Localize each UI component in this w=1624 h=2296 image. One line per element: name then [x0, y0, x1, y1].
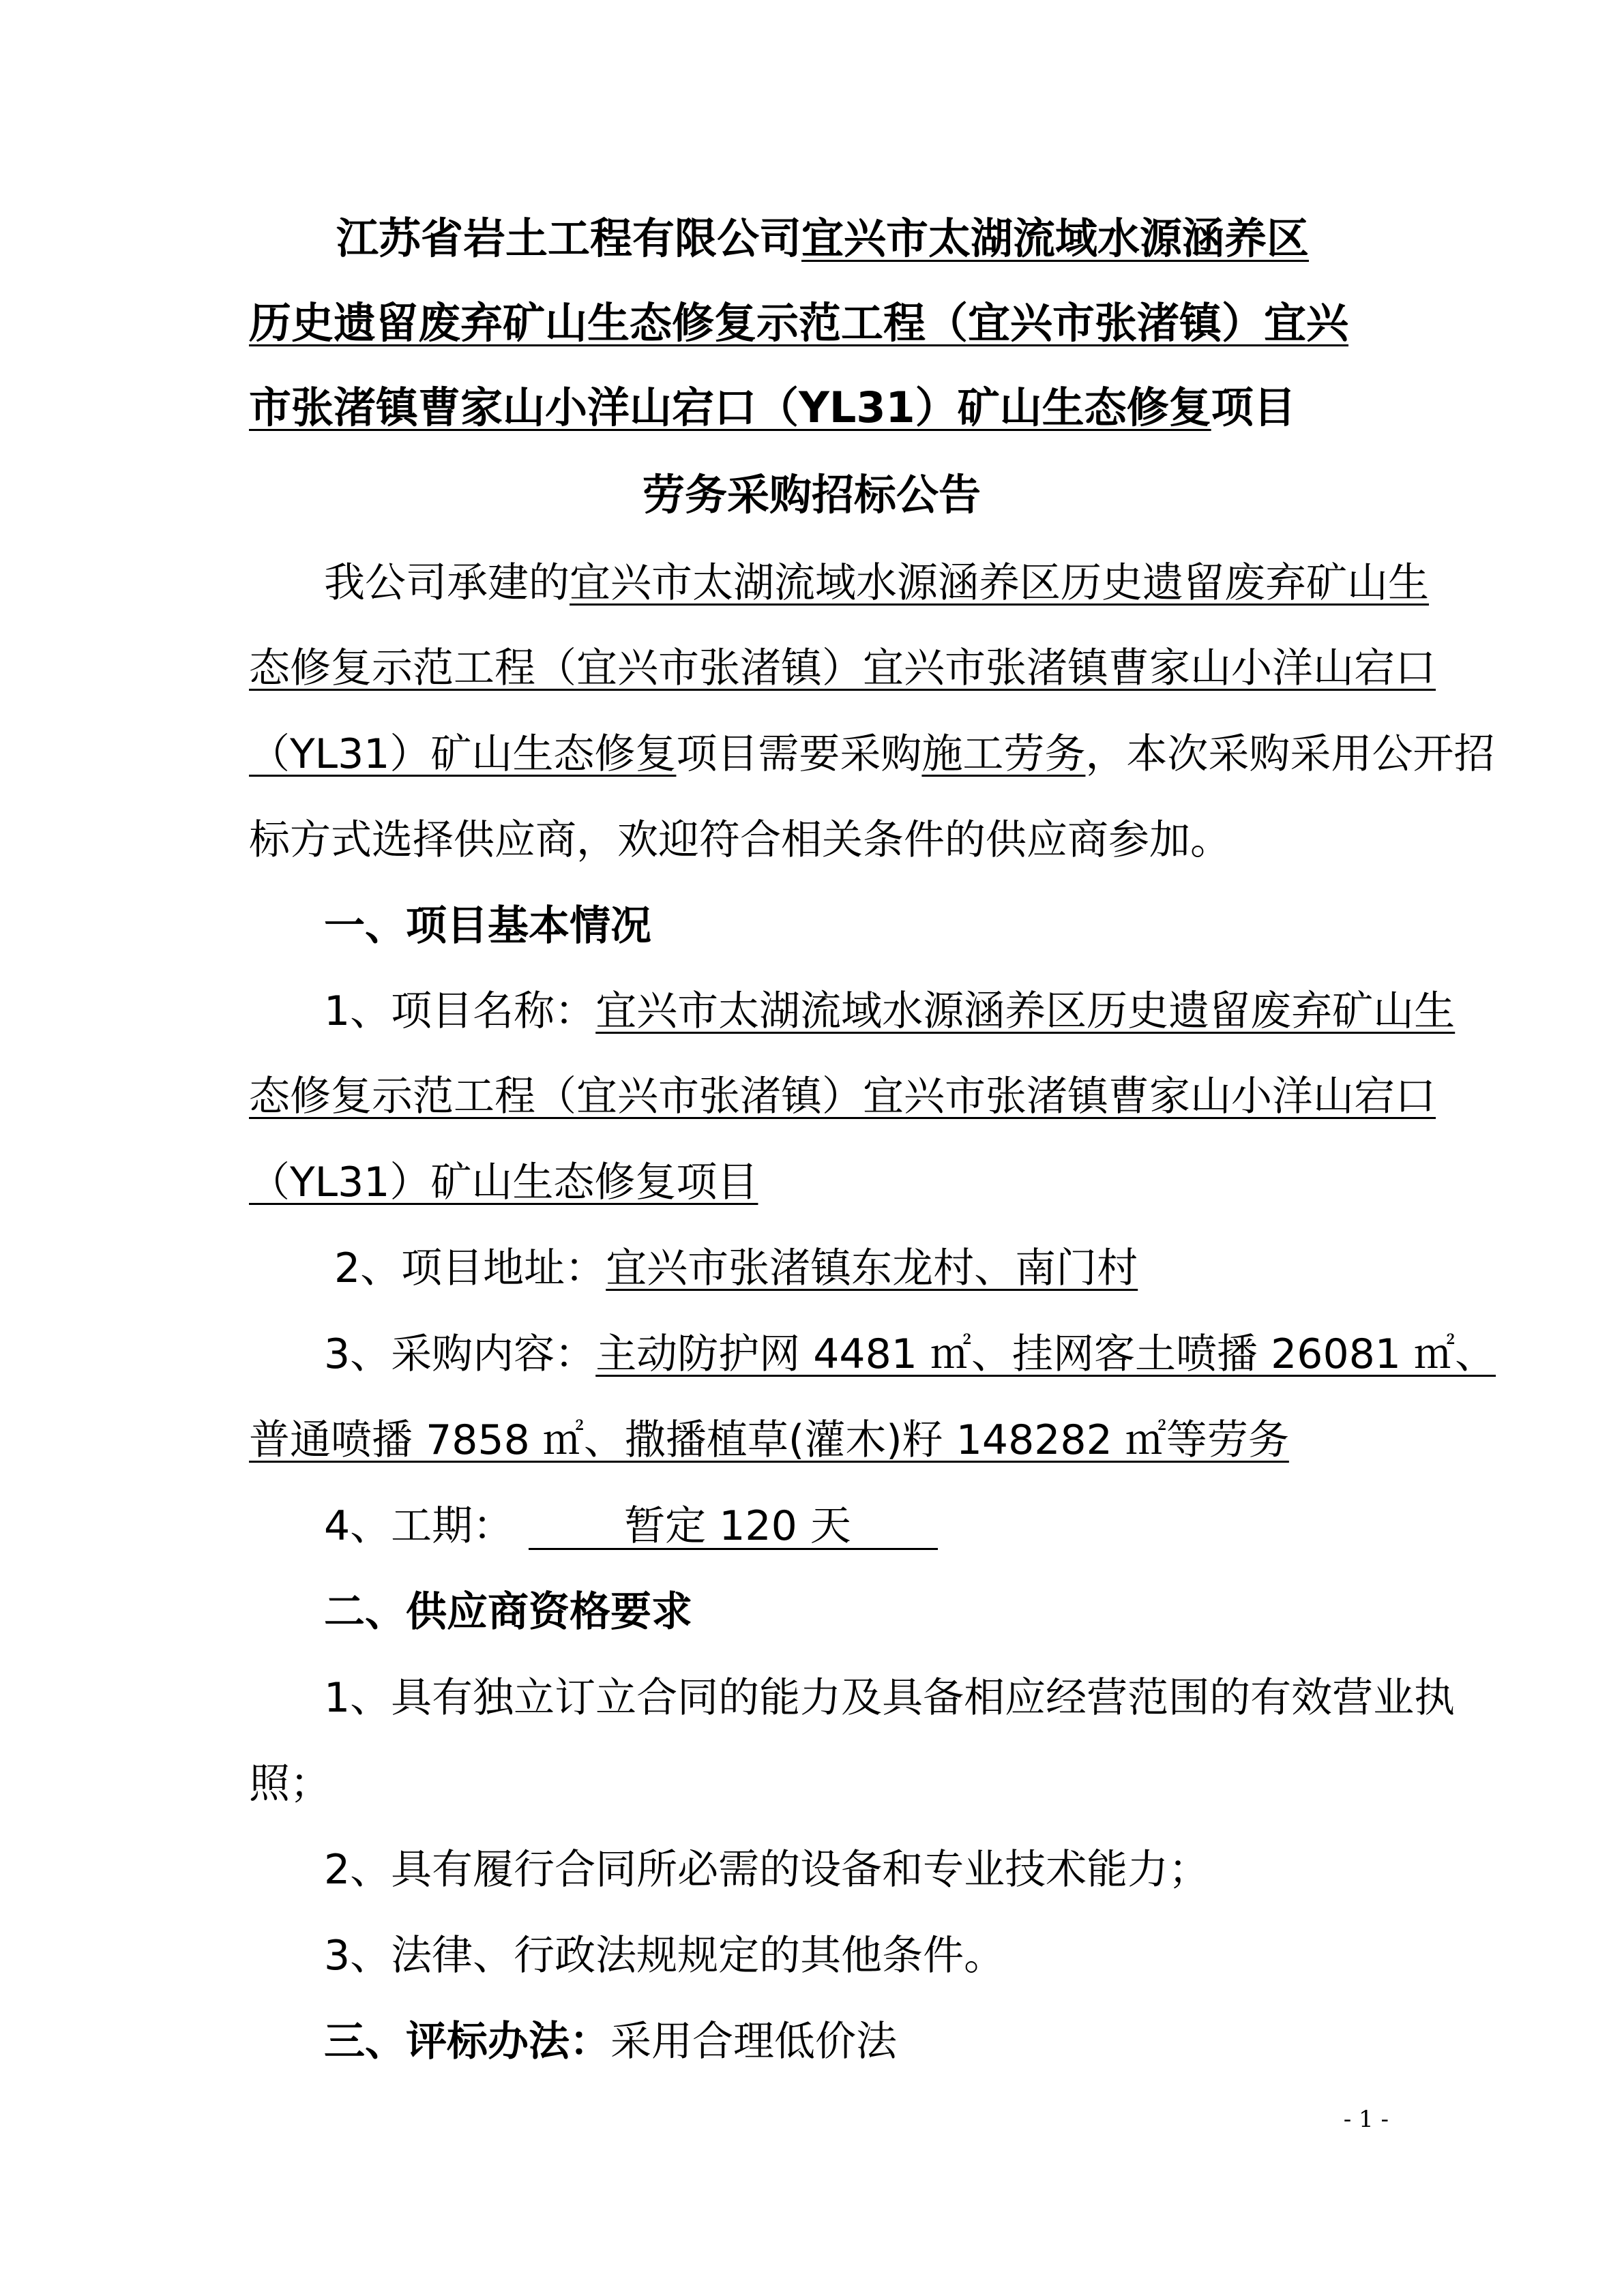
title-project-part-1: 宜兴市太湖流域水源涵养区: [801, 213, 1310, 263]
req1-line-1: 1、具有独立订立合同的能力及具备相应经营范围的有效营业执: [324, 1674, 1456, 1722]
item2-line: [334, 1241, 1138, 1296]
intro-procurement-item: 施工劳务: [921, 730, 1086, 778]
title-project-suffix: 项目: [1211, 383, 1296, 432]
item3-value-1: 主动防护网 4481 ㎡、挂网客土喷播 26081 ㎡、: [595, 1330, 1496, 1378]
intro-line-1: [324, 556, 1429, 610]
intro-line-4: 标方式选择供应商，欢迎符合相关条件的供应商参加。: [249, 816, 1231, 864]
page-number: - 1 -: [1343, 2106, 1389, 2133]
title-project-part-2: 历史遗留废弃矿山生态修复示范工程（宜兴市张渚镇）宜兴: [249, 298, 1349, 348]
intro-project-name-2: 态修复示范工程（宜兴市张渚镇）宜兴市张渚镇曹家山小洋山宕口: [249, 644, 1436, 692]
intro-line-2: [249, 641, 1436, 696]
title-project-part-3: 市张渚镇曹家山小洋山宕口（YL31）矿山生态修复: [249, 383, 1211, 432]
intro-line-3: [249, 727, 1494, 781]
item1-label: 1、项目名称：: [324, 987, 596, 1035]
title-line-4: 劳务采购招标公告: [643, 470, 981, 520]
item4-value-field: [529, 1499, 938, 1550]
item1-line-1: [324, 984, 1455, 1039]
item3-value-2: 普通喷播 7858 ㎡、撒播植草(灌木)籽 148282 ㎡等劳务: [249, 1416, 1289, 1464]
item3-line-2: [249, 1413, 1289, 1467]
item4-line: [324, 1499, 938, 1553]
section2-heading: 二、供应商资格要求: [324, 1588, 692, 1636]
item1-value-2: 态修复示范工程（宜兴市张渚镇）宜兴市张渚镇曹家山小洋山宕口: [249, 1073, 1436, 1120]
intro-lead: 我公司承建的: [324, 559, 570, 607]
intro-project-name-1: 宜兴市太湖流域水源涵养区历史遗留废弃矿山生: [570, 559, 1429, 607]
intro-project-name-3: （YL31）矿山生态修复: [249, 730, 677, 778]
item1-line-3: [249, 1155, 758, 1210]
item4-label: 4、工期：: [324, 1502, 514, 1550]
intro-need: 项目需要采购: [676, 730, 922, 778]
title-line-1: [336, 211, 1309, 266]
item4-value: 暂定 120 天: [624, 1502, 851, 1550]
section3-value: 采用合理低价法: [610, 2018, 897, 2066]
item3-label: 3、采购内容：: [324, 1330, 596, 1378]
section1-heading: 一、项目基本情况: [324, 902, 651, 950]
req2-line: 2、具有履行合同所必需的设备和专业技术能力；: [324, 1846, 1210, 1894]
title-company: 江苏省岩土工程有限公司: [336, 213, 802, 263]
intro-method: ，本次采购采用公开招: [1085, 730, 1495, 778]
title-line-2: [249, 296, 1348, 351]
section3-line: [324, 2014, 897, 2069]
req3-line: 3、法律、行政法规规定的其他条件。: [324, 1932, 1005, 1980]
item3-line-1: [324, 1327, 1496, 1382]
item1-line-2: [249, 1069, 1436, 1124]
item2-label: 2、项目地址：: [334, 1244, 606, 1292]
item1-value-1: 宜兴市太湖流域水源涵养区历史遗留废弃矿山生: [595, 987, 1456, 1035]
item2-value: 宜兴市张渚镇东龙村、南门村: [606, 1244, 1138, 1292]
req1-line-2: 照；: [249, 1760, 331, 1808]
title-line-3: [249, 381, 1296, 435]
item1-value-3: （YL31）矿山生态修复项目: [249, 1159, 758, 1206]
section3-heading: 三、评标办法：: [324, 2018, 610, 2066]
